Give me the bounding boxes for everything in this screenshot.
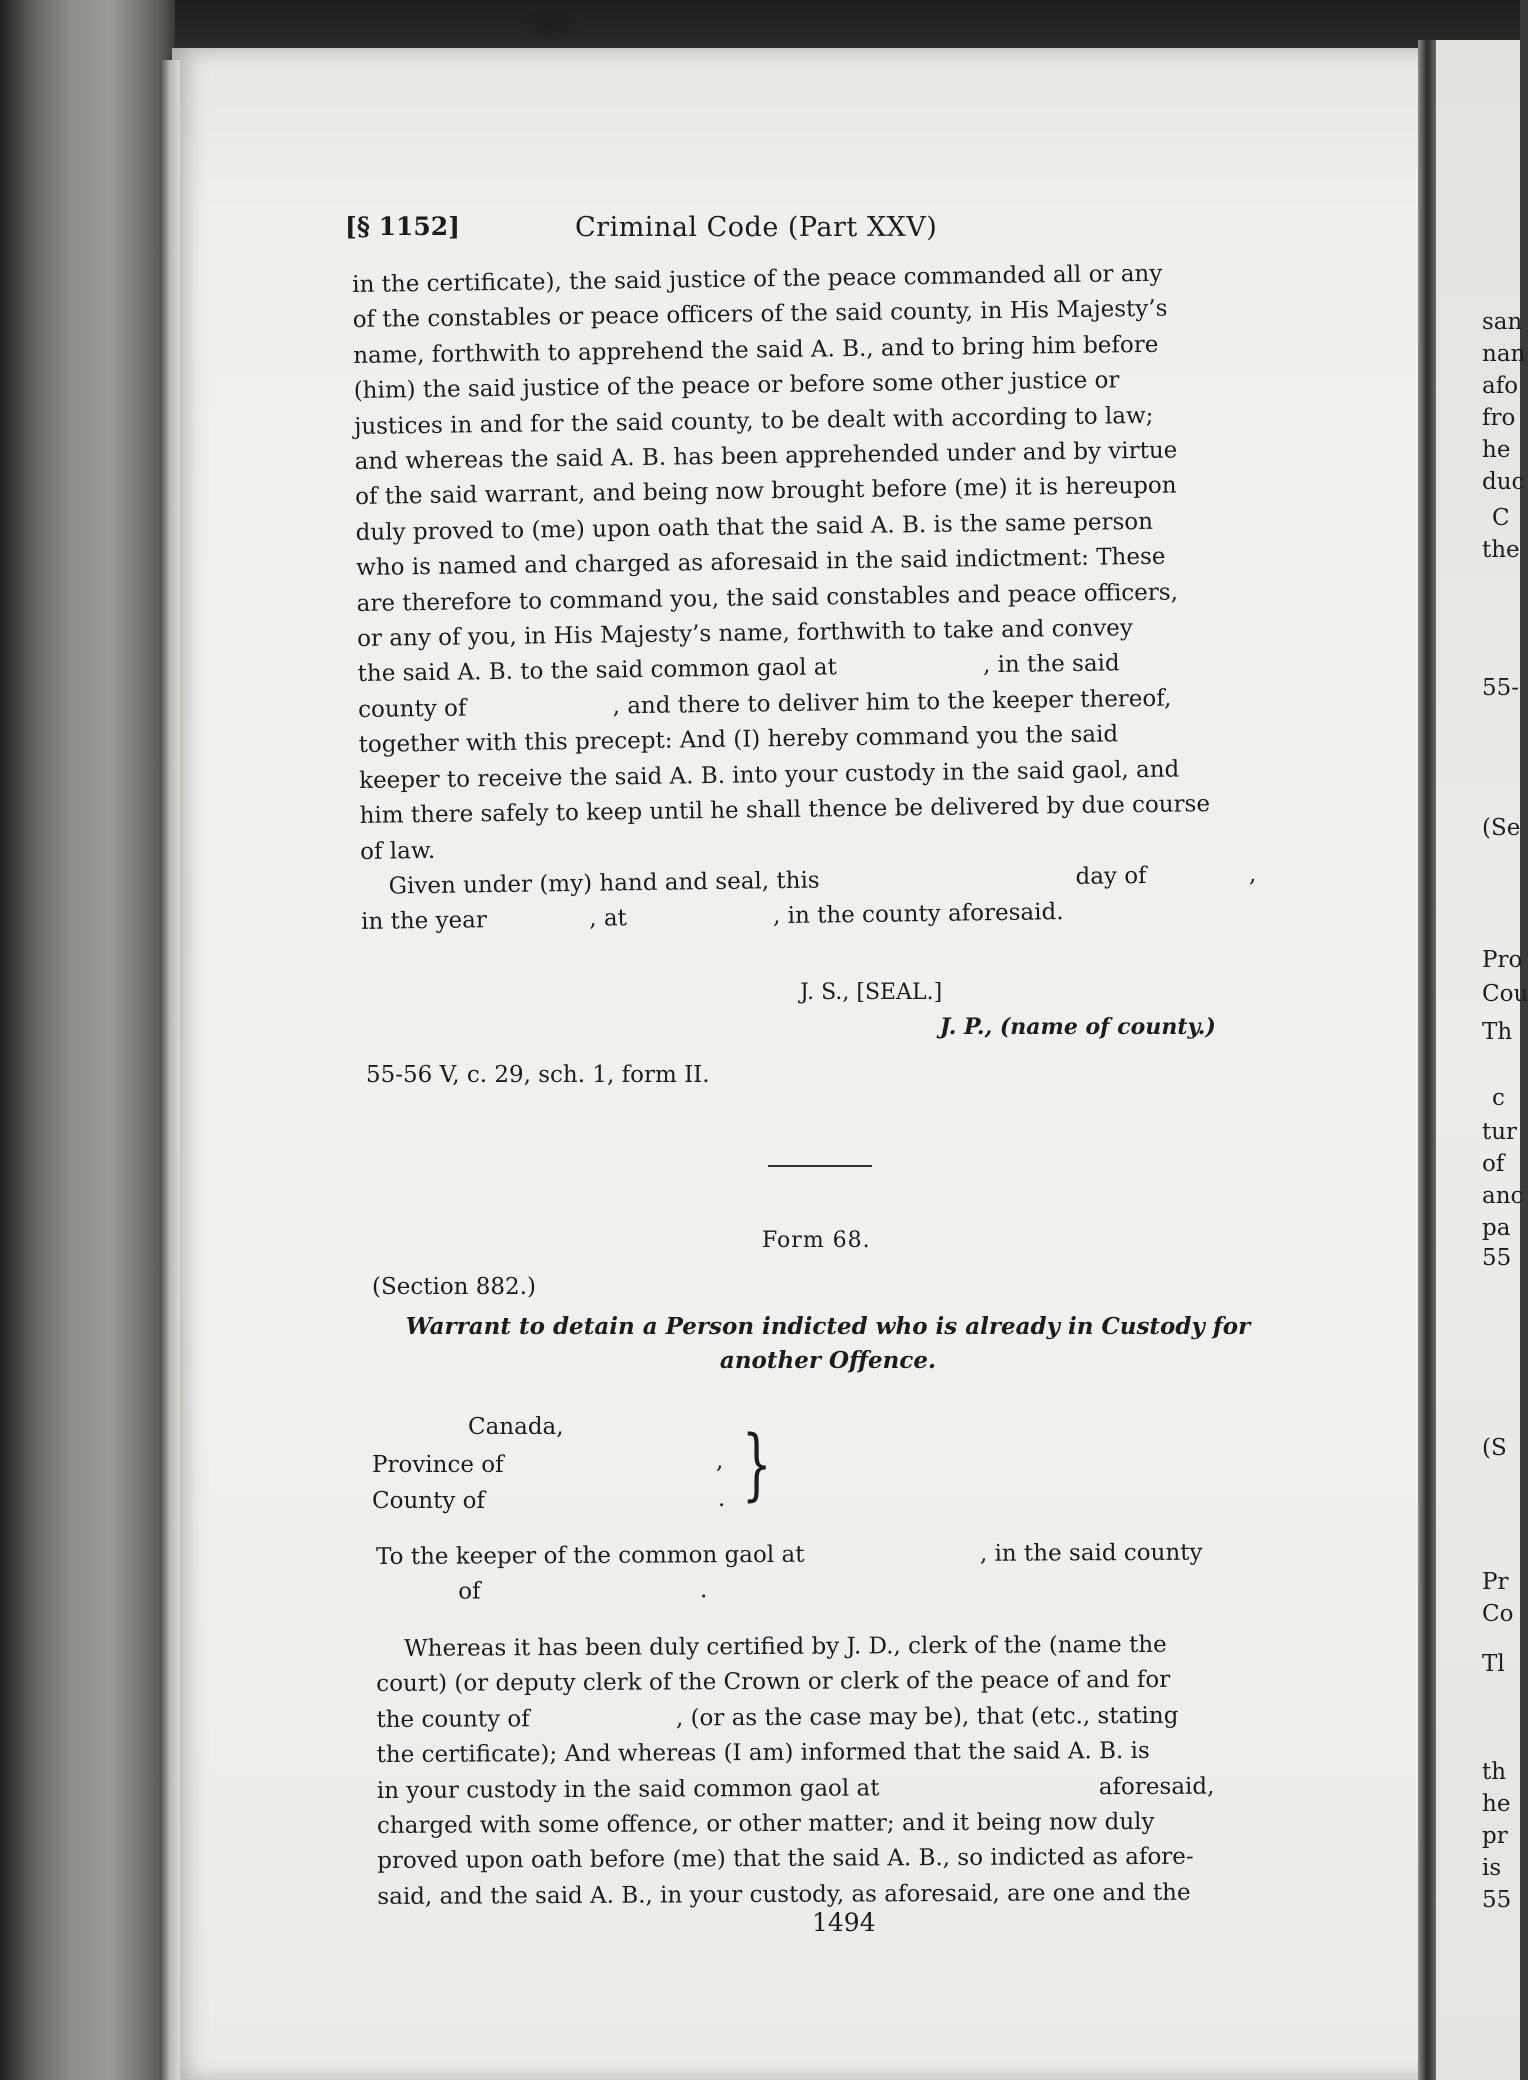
facing-fragment: Pr <box>1482 1569 1509 1595</box>
venue-province: Province of <box>372 1452 504 1478</box>
venue-block <box>372 1414 772 1524</box>
facing-fragment: Cou <box>1482 981 1528 1007</box>
page-number: 1494 <box>812 1908 876 1937</box>
bottom-paragraph <box>376 1627 1293 1915</box>
form-caption-line: another Offence. <box>719 1347 937 1374</box>
text-line: the certificate); And whereas (I am) informed that the said A. B. is <box>376 1738 1150 1769</box>
section-reference: [§ 1152] <box>345 212 461 241</box>
facing-fragment: Co <box>1482 1601 1514 1627</box>
text-line: in your custody in the said common gaol at aforesaid, <box>376 1773 1215 1804</box>
facing-fragment: the <box>1482 537 1520 563</box>
venue-comma: , <box>716 1448 724 1474</box>
given-line: Given under (my) hand and seal, this day of , <box>388 861 1257 900</box>
facing-fragment: 55 <box>1482 1887 1512 1913</box>
facing-fragment: is <box>1482 1855 1502 1881</box>
facing-fragment: tur <box>1482 1119 1518 1145</box>
text-line: or any of you, in His Majesty’s name, forthwith to take and convey <box>356 615 1134 653</box>
facing-fragment: C <box>1492 505 1510 531</box>
text-line: charged with some offence, or other matter; and it being now duly <box>376 1808 1155 1840</box>
form-section-reference: (Section 882.) <box>372 1274 536 1300</box>
form-title: Form 68. <box>762 1228 871 1253</box>
page-heading: Criminal Code (Part XXV) <box>575 212 938 243</box>
facing-fragment: anc <box>1482 1183 1524 1209</box>
section-divider <box>768 1165 872 1167</box>
venue-canada: Canada, <box>468 1414 564 1440</box>
text-line: of law. <box>359 837 436 865</box>
top-paragraph <box>352 255 1273 940</box>
text-line: justices in and for the said county, to be dealt with according to law; <box>354 402 1154 440</box>
facing-fragment: (Se <box>1482 815 1521 841</box>
facing-fragment: 55 <box>1482 1245 1512 1271</box>
facing-fragment: fro <box>1482 405 1516 431</box>
facing-fragment: duc <box>1482 469 1525 495</box>
form-caption-line: Warrant to detain a Person indicted who is already in Custody for <box>405 1313 1251 1340</box>
scan-smudge <box>520 10 580 40</box>
given-line: in the year , at , in the county aforesaid. <box>360 899 1064 936</box>
text-line: said, and the said A. B., in your custody, as aforesaid, are one and the <box>377 1879 1191 1910</box>
text-line: and whereas the said A. B. has been apprehended under and by virtue <box>354 437 1178 476</box>
facing-fragment: Tl <box>1482 1651 1505 1677</box>
signature-title: J. P., (name of county.) <box>940 1014 1216 1040</box>
text-line: him there safely to keep until he shall thence be delivered by due course <box>359 791 1211 830</box>
text-line: Whereas it has been duly certified by J. D., clerk of the (name the <box>404 1631 1167 1662</box>
page-stack-edge <box>160 60 180 2080</box>
book-gutter <box>1418 40 1436 2080</box>
text-line: in the certificate), the said justice of the peace commanded all or any <box>352 260 1163 298</box>
text-line: keeper to receive the said A. B. into your custody in the said gaol, and <box>358 756 1180 794</box>
facing-fragment: pa <box>1482 1215 1511 1241</box>
facing-fragment: Pro <box>1482 947 1523 973</box>
facing-page <box>1436 40 1528 2080</box>
facing-fragment: th <box>1482 1759 1507 1785</box>
book-spine <box>0 0 175 2080</box>
facing-fragment: afo <box>1482 373 1519 399</box>
facing-fragment: san <box>1482 309 1523 335</box>
facing-fragment: c <box>1492 1085 1505 1111</box>
statute-citation: 55-56 V, c. 29, sch. 1, form II. <box>366 1062 710 1088</box>
text-line: together with this precept: And (I) hereby command you the said <box>358 721 1119 759</box>
brace-glyph: } <box>741 1420 772 1510</box>
text-line: of the said warrant, and being now brought before (me) it is hereupon <box>355 472 1177 511</box>
text-line: the said A. B. to the said common gaol at , in the said <box>357 650 1120 688</box>
address-line: To the keeper of the common gaol at , in the said county <box>376 1539 1203 1570</box>
form-caption <box>368 1310 1288 1378</box>
text-line: of the constables or peace officers of the said county, in His Majesty’s <box>352 296 1168 334</box>
facing-fragment: he <box>1482 437 1511 463</box>
text-line: who is named and charged as aforesaid in the said indictment: These <box>356 543 1166 582</box>
venue-county: County of <box>372 1488 485 1514</box>
text-line: county of , and there to deliver him to the keeper thereof, <box>357 685 1172 723</box>
facing-fragment: of <box>1482 1151 1505 1177</box>
text-line: name, forthwith to apprehend the said A. B., and to bring him before <box>353 331 1159 369</box>
venue-period: . <box>718 1486 726 1512</box>
text-line: are therefore to command you, the said constables and peace officers, <box>356 579 1179 617</box>
address-block <box>376 1535 1290 1611</box>
text-line: the county of , (or as the case may be), that (etc., stating <box>376 1702 1179 1733</box>
facing-fragment: he <box>1482 1791 1511 1817</box>
facing-fragment: Th <box>1482 1019 1513 1045</box>
signature-name: J. S., [SEAL.] <box>800 980 943 1005</box>
text-line: court) (or deputy clerk of the Crown or clerk of the peace of and for <box>376 1667 1171 1698</box>
text-line: proved upon oath before (me) that the said A. B., so indicted as afore- <box>377 1844 1194 1875</box>
facing-fragment: nan <box>1482 341 1526 367</box>
facing-fragment: 55- <box>1482 675 1520 701</box>
facing-fragment: (S <box>1482 1435 1507 1461</box>
text-line: duly proved to (me) upon oath that the said A. B. is the same person <box>355 508 1154 546</box>
facing-fragment: pr <box>1482 1823 1508 1849</box>
text-line: (him) the said justice of the peace or before some other justice or <box>353 367 1120 405</box>
address-line: of . <box>458 1577 708 1605</box>
